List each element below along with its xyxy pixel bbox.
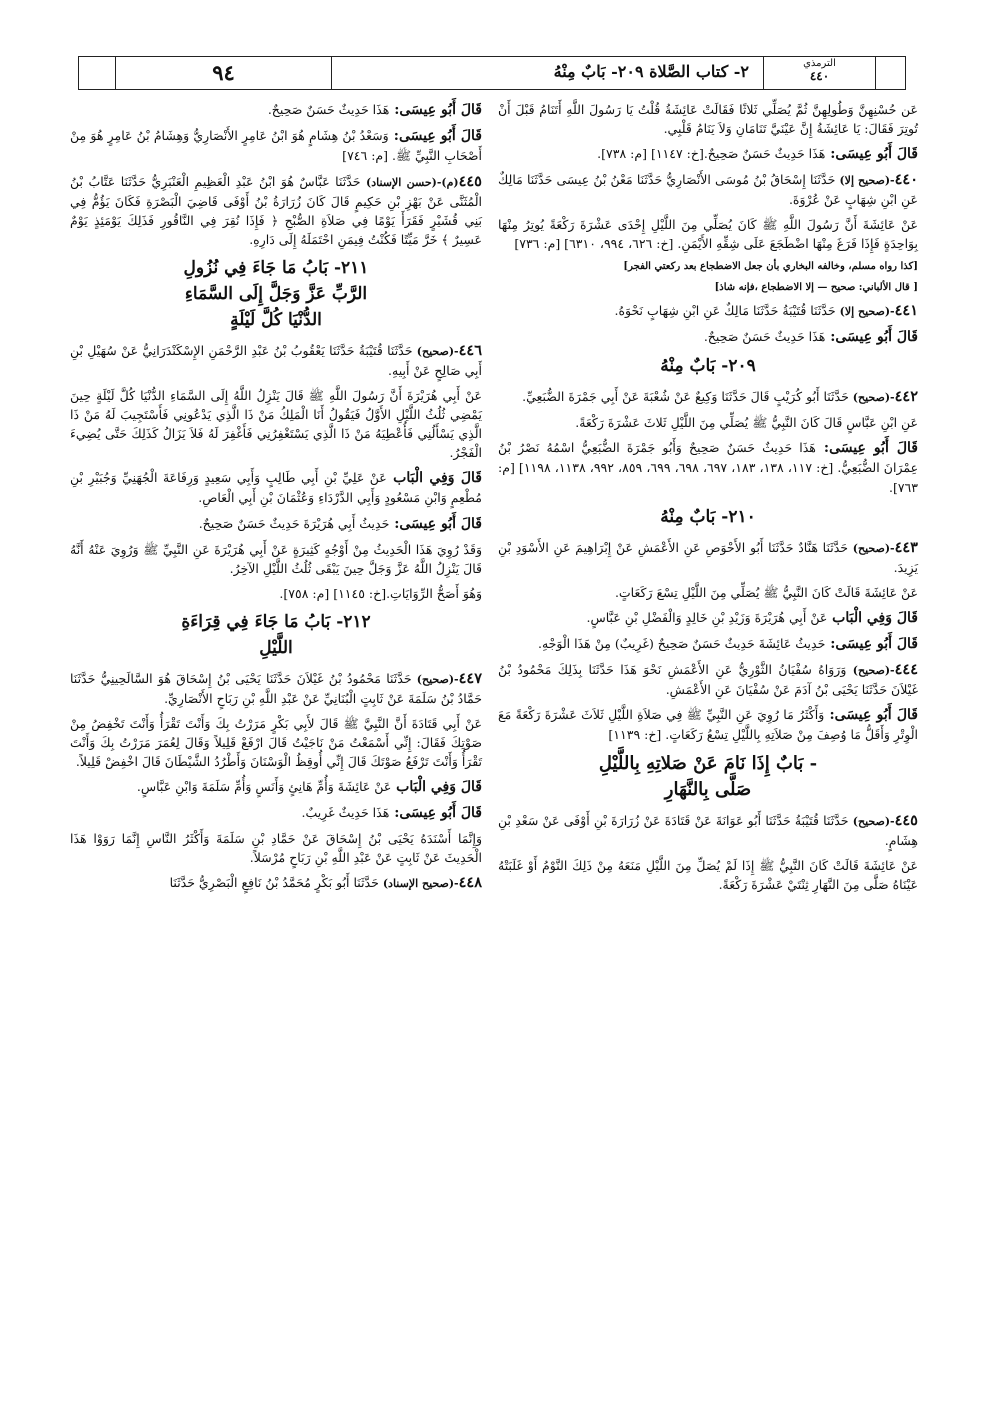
header-title-cell	[331, 57, 763, 89]
hadith-isnad: حَدَّثَنَا أَبُو كُرَيْبٍ قَالَ حَدَّثَنَا وَكِيعٌ عَنْ شُعْبَةَ عَنْ أَبِي جَمْرَةَ الضُّبَعِيِّ.	[522, 389, 849, 404]
book-label	[764, 58, 875, 84]
chapter-heading-sleep	[498, 751, 918, 803]
chapter-heading-212	[70, 609, 482, 661]
wafil-bab-text: عَنْ عَائِشَةَ وَأُمِّ هَانِئٍ وَأَنَسٍ وَأُمِّ سَلَمَةَ وَابْنِ عَبَّاسٍ.	[136, 779, 392, 794]
hadith-isnad: حَدَّثَنَا مَحْمُودُ بْنُ غَيْلاَنَ حَدَّثَنَا يَحْيَى بْنُ إِسْحَاقَ هُوَ السَّالَحِينِيُّ حَدَّثَنَا حَمَّادُ بْنُ سَلَمَةَ عَنْ ثَابِتٍ الْبُنَانِيِّ عَنْ عَبْدِ اللَّهِ بْنِ رَبَاحٍ الأَنْصَارِيِّ.	[70, 671, 482, 706]
hadith-isnad: حَدَّثَنَا قُتَيْبَةُ حَدَّثَنَا أَبُو عَوَانَةَ عَنْ قَتَادَةَ عَنْ زُرَارَةَ بْنِ أَوْفَى عَنْ سَعْدِ بْنِ هِشَامٍ.	[498, 813, 918, 848]
abu-isa-comment	[70, 126, 482, 166]
hadith-grade: -(صحيح)	[852, 815, 895, 828]
hadith-grade: -(صحيح)	[852, 542, 895, 555]
chapter-heading-line: ٢١٢- بَابُ مَا جَاءَ فِي قِرَاءَةِ	[181, 612, 371, 632]
hadith-grade: (م)-(حسن الإسناد)	[365, 176, 459, 189]
hadith-text: حَدَّثَنَا عَبَّاسٌ هُوَ ابْنُ عَبْدِ الْعَظِيمِ الْعَنْبَرِيُّ حَدَّثَنَا عَتَّابُ بْنُ الْمُثَنَّى عَنْ بَهْزِ بْنِ حَكِيمٍ قَالَ كَانَ زُرَارَةُ بْنُ أَوْفَى قَاضِيَ الْبَصْرَةِ فَكَانَ يَؤُمُّ فِي بَنِي قُشَيْرٍ فَقَرَأَ يَوْمًا فِي صَلاَةِ الصُّبْحِ ﴿ فَإِذَا نُقِرَ فِي النَّاقُورِ فَذَلِكَ يَوْمَئِذٍ يَوْمٌ عَسِيرٌ ﴾ خَرَّ مَيِّتًا فَكُنْتُ فِيمَنِ احْتَمَلَهُ إِلَى دَارِهِ.	[70, 174, 482, 247]
hadith-number: ٤٤٥	[894, 812, 918, 829]
chapter-heading-line: اللَّيْلِ	[259, 638, 293, 658]
wafil-bab-comment	[70, 777, 482, 797]
page-header	[78, 56, 906, 90]
hadith-440	[498, 170, 918, 209]
book-number: ٤٤٠	[809, 69, 830, 83]
hadith-445	[498, 811, 918, 850]
commentary-paragraph: وَهُوَ أَصَحُّ الرِّوَايَاتِ.[خ: ١١٤٥] [م: ٧٥٨].	[279, 586, 482, 601]
chapter-heading-line: ٢١١- بَابُ مَا جَاءَ فِي نُزُولِ	[183, 258, 369, 278]
abu-isa-comment	[498, 144, 918, 164]
header-book-cell	[763, 57, 875, 89]
abu-isa-comment	[498, 438, 918, 498]
abu-isa-text: هَذَا حَدِيثٌ غَرِيبٌ.	[301, 805, 390, 820]
chapter-heading-210: ٢١٠- بَابٌ مِنْهُ	[660, 507, 756, 527]
hadith-445m	[70, 172, 482, 249]
continued-text: عَن حُسْنِهِنَّ وَطُولِهِنَّ ثُمَّ يُصَلِّي ثَلاثًا فَقَالَتْ عَائِشَةُ قُلْتُ يَا رَسُولَ اللَّهِ أَتَنَامُ قَبْلَ أَنْ تُوتِرَ فَقَالَ: يَا عَائِشَةُ إِنَّ عَيْنَيَّ تَنَامَانِ وَلاَ يَنَامُ قَلْبِي.	[498, 102, 918, 136]
page-number: ٩٤	[212, 60, 235, 85]
hadith-443-matn: عَنْ عَائِشَةَ قَالَتْ كَانَ النَّبِيُّ ﷺ يُصَلِّي مِنَ اللَّيْلِ تِسْعَ رَكَعَاتٍ.	[614, 585, 918, 600]
abu-isa-comment	[70, 100, 482, 120]
hadith-grade: -(صحيح إلا)	[839, 305, 895, 318]
hadith-number: ٤٤٧	[458, 670, 482, 687]
chapter-heading-line: صَلَّى بِالنَّهَارِ	[664, 779, 752, 800]
hadith-447-matn: عَنْ أَبِي قَتَادَةَ أَنَّ النَّبِيَّ ﷺ قَالَ لأَبِي بَكْرٍ مَرَرْتُ بِكَ وَأَنْتَ تَقْرَأُ وَأَنْتَ تَخْفِضُ مِنْ صَوْتِكَ فَقَالَ: إِنِّي أَسْمَعْتُ مَنْ نَاجَيْتُ قَالَ ارْفَعْ قَلِيلاً وَقَالَ لِعُمَرَ مَرَرْتُ بِكَ وَأَنْتَ تَقْرَأُ وَأَنْتَ تَرْفَعُ صَوْتَكَ قَالَ إِنِّي أُوقِظُ الْوَسْنَانَ وَأَطْرُدُ الشَّيْطَانَ قَالَ اخْفِضْ قَلِيلاً.	[70, 716, 482, 769]
abu-isa-label: قَالَ أَبُو عِيسَى:	[830, 146, 918, 162]
abu-isa-label: قَالَ أَبُو عِيسَى:	[830, 329, 918, 345]
abu-isa-label: قَالَ أَبُو عِيسَى:	[393, 128, 482, 144]
hadith-448	[70, 873, 482, 893]
chapter-heading-211	[70, 255, 482, 333]
hadith-text: حَدَّثَنَا قُتَيْبَةُ حَدَّثَنَا مَالِكٌ عَنِ ابْنِ شِهَابٍ نَحْوَهُ.	[614, 303, 836, 318]
hadith-440-matn: عَنْ عَائِشَةَ أَنَّ رَسُولَ اللَّهِ ﷺ كَانَ يُصَلِّي مِنَ اللَّيْلِ إِحْدَى عَشْرَةَ رَكْعَةً يُوتِرُ مِنْهَا بِوَاحِدَةٍ فَإِذَا فَرَغَ مِنْهَا اضْطَجَعَ عَلَى شِقِّهِ الأَيْمَنِ. [خ: ٦٢٦، ٩٩٤، ٦٣١٠] [م: ٧٣٦]	[498, 217, 918, 251]
hadith-text: حَدَّثَنَا أَبُو بَكْرٍ مُحَمَّدُ بْنُ نَافِعٍ الْبَصْرِيُّ حَدَّثَنَا	[169, 875, 379, 890]
wafil-bab-comment	[498, 608, 918, 628]
chapter-heading-line: - بَابٌ إِذَا نَامَ عَنْ صَلاتِهِ بِاللَّيْلِ	[598, 753, 818, 774]
hadith-443	[498, 538, 918, 577]
right-column	[498, 100, 918, 900]
chapter-heading-209: ٢٠٩- بَابٌ مِنْهُ	[660, 356, 756, 376]
abu-isa-text: هَذَا حَدِيثٌ حَسَنٌ صَحِيحٌ.	[267, 102, 390, 117]
footnote-bracket: [كذا رواه مسلم، وخالفه البخاري بأن جعل الاضطجاع بعد ركعتي الفجر]	[623, 261, 918, 272]
running-title: ٢- كتاب الصَّلاة ٢٠٩- بَابٌ مِنْهُ	[553, 62, 749, 81]
abu-isa-text: هَذَا حَدِيثٌ حَسَنٌ صَحِيحٌ.	[703, 329, 826, 344]
abu-isa-label: قَالَ أَبُو عِيسَى:	[394, 102, 482, 118]
hadith-441	[498, 301, 918, 321]
hadith-442	[498, 387, 918, 407]
commentary-paragraph: وَإِنَّمَا أَسْنَدَهُ يَحْيَى بْنُ إِسْحَاقَ عَنْ حَمَّادِ بْنِ سَلَمَةَ وَأَكْثَرُ النَّاسِ إِنَّمَا رَوَوْا هَذَا الْحَدِيثَ عَنْ ثَابِتٍ عَنْ عَبْدِ اللَّهِ بْنِ رَبَاحٍ مُرْسَلاً.	[70, 831, 482, 865]
abu-isa-text: هَذَا حَدِيثٌ حَسَنٌ صَحِيحٌ وَأَبُو جَمْرَةَ الضُّبَعِيُّ اسْمُهُ نَصْرُ بْنُ عِمْرَانَ الضُّبَعِيُّ. [خ: ١١٧، ١٣٨، ١٨٣، ٦٩٧، ٦٩٨، ٦٩٩، ٨٥٩، ٩٩٢، ١١٣٨، ١١٩٨] [م: ٧٦٣].	[498, 440, 919, 495]
wafil-bab-text: عَنْ أَبِي هُرَيْرَةَ وَزَيْدِ بْنِ خَالِدٍ وَالْفَضْلِ بْنِ عَبَّاسٍ.	[586, 610, 828, 625]
abu-isa-text: هَذَا حَدِيثٌ حَسَنٌ صَحِيحٌ.[خ: ١١٤٧] [م: ٧٣٨].	[597, 146, 826, 161]
abu-isa-comment	[498, 327, 918, 347]
hadith-number: ٤٤٦	[458, 342, 482, 359]
wafil-bab-comment	[70, 468, 482, 508]
abu-isa-label: قَالَ أَبُو عِيسَى:	[829, 707, 918, 723]
hadith-444	[498, 660, 918, 699]
hadith-number: ٤٤٠	[894, 171, 918, 188]
hadith-number: ٤٤٣	[894, 539, 918, 556]
hadith-447	[70, 669, 482, 708]
header-empty-cell-right	[875, 57, 907, 89]
hadith-grade: -(صحيح)	[416, 673, 459, 686]
hadith-442-matn: عَنِ ابْنِ عَبَّاسٍ قَالَ كَانَ النَّبِيُّ ﷺ يُصَلِّي مِنَ اللَّيْلِ ثَلاثَ عَشْرَةَ رَكْعَةً.	[575, 415, 918, 430]
hadith-grade: -(صحيح إلا)	[839, 174, 895, 187]
commentary-paragraph: وَقَدْ رُوِيَ هَذَا الْحَدِيثُ مِنْ أَوْجُهٍ كَثِيرَةٍ عَنْ أَبِي هُرَيْرَةَ عَنِ النَّبِيِّ ﷺ وَرُوِيَ عَنْهُ أَنَّهُ قَالَ يَنْزِلُ اللَّهُ عَزَّ وَجَلَّ حِينَ يَبْقَى ثُلُثُ اللَّيْلِ الآخِرُ.	[70, 542, 482, 576]
hadith-isnad: حَدَّثَنَا هَنَّادٌ حَدَّثَنَا أَبُو الأَحْوَصِ عَنِ الأَعْمَشِ عَنْ إِبْرَاهِيمَ عَنِ الأَسْوَدِ بْنِ يَزِيدَ.	[498, 540, 918, 575]
hadith-446	[70, 341, 482, 380]
abu-isa-text: وَسَعْدُ بْنُ هِشَامٍ هُوَ ابْنُ عَامِرٍ الأَنْصَارِيُّ وَهِشَامُ بْنُ عَامِرٍ هُوَ مِنْ أَصْحَابِ النَّبِيِّ ﷺ. [م: ٧٤٦]	[70, 128, 482, 163]
abu-isa-comment	[498, 634, 918, 654]
abu-isa-label: قَالَ أَبُو عِيسَى:	[830, 636, 918, 652]
hadith-text: وَرَوَاهُ سُفْيَانُ الثَّوْرِيُّ عَنِ الأَعْمَشِ نَحْوَ هَذَا حَدَّثَنَا بِذَلِكَ مَحْمُودُ بْنُ غَيْلاَنَ حَدَّثَنَا يَحْيَى بْنُ آدَمَ عَنْ سُفْيَانَ عَنِ الأَعْمَشِ.	[498, 662, 918, 697]
left-column	[70, 100, 482, 899]
wafil-bab-label: قَالَ وَفِي الْبَاب	[393, 470, 482, 486]
book-name: الترمذي	[803, 58, 836, 69]
hadith-446-matn: عَنْ أَبِي هُرَيْرَةَ أَنَّ رَسُولَ اللَّهِ ﷺ قَالَ يَنْزِلُ اللَّهُ إِلَى السَّمَاءِ الدُّنْيَا كُلَّ لَيْلَةٍ حِينَ يَمْضِي ثُلُثُ اللَّيْلِ الأَوَّلُ فَيَقُولُ أَنَا الْمَلِكُ مَنْ ذَا الَّذِي يَدْعُونِي فَأَسْتَجِيبَ لَهُ مَنْ ذَا الَّذِي يَسْأَلُنِي فَأُعْطِيَهُ مَنْ ذَا الَّذِي يَسْتَغْفِرُنِي فَأَغْفِرَ لَهُ فَلاَ يَزَالُ كَذَلِكَ حَتَّى يُضِيءَ الْفَجْرُ.	[70, 388, 482, 460]
hadith-isnad: حَدَّثَنَا إِسْحَاقُ بْنُ مُوسَى الأَنْصَارِيُّ حَدَّثَنَا مَعْنُ بْنُ عِيسَى حَدَّثَنَا مَالِكٌ عَنِ ابْنِ شِهَابٍ عَنْ عُرْوَةَ.	[498, 172, 918, 207]
albani-note: [ قال الألباني: صحيح — إلا الاضطجاع ،فإنه شاذ]	[714, 282, 918, 293]
chapter-heading-line: الدُّنْيَا كُلَّ لَيْلَةٍ	[230, 310, 322, 330]
abu-isa-text: وَأَكْثَرُ مَا رُوِيَ عَنِ النَّبِيِّ ﷺ فِي صَلاَةِ اللَّيْلِ ثَلاَثَ عَشْرَةَ رَكْعَةً مَعَ الْوِتْرِ وَأَقَلُّ مَا وُصِفَ مِنْ صَلاَتِهِ بِاللَّيْلِ تِسْعُ رَكَعَاتٍ. [خ: ١١٣٩]	[498, 707, 918, 742]
hadith-grade: -(صحيح الإسناد)	[382, 877, 459, 890]
hadith-grade: -(صحيح)	[852, 664, 895, 677]
hadith-445-matn: عَنْ عَائِشَةَ قَالَتْ كَانَ النَّبِيُّ ﷺ إِذَا لَمْ يُصَلِّ مِنَ اللَّيْلِ مَنَعَهُ مِنْ ذَلِكَ النَّوْمُ أَوْ غَلَبَتْهُ عَيْنَاهُ صَلَّى مِنَ النَّهَارِ ثِنْتَيْ عَشْرَةَ رَكْعَةً.	[498, 858, 918, 892]
abu-isa-label: قَالَ أَبُو عِيسَى:	[823, 440, 918, 456]
hadith-grade: -(صحيح)	[416, 345, 459, 358]
wafil-bab-text: عَنْ عَلِيِّ بْنِ أَبِي طَالِبٍ وَأَبِي سَعِيدٍ وَرِفَاعَةَ الْجُهَنِيِّ وَجُبَيْرِ بْنِ مُطْعِمٍ وَابْنِ مَسْعُودٍ وَأَبِي الدَّرْدَاءِ وَعُثْمَانَ بْنِ أَبِي الْعَاصِ.	[70, 470, 482, 505]
hadith-number: ٤٤٥	[458, 173, 482, 190]
hadith-number: ٤٤١	[894, 302, 918, 319]
hadith-number: ٤٤٢	[894, 388, 918, 405]
wafil-bab-label: قَالَ وَفِي الْبَاب	[396, 779, 482, 795]
abu-isa-text: حَدِيثُ أَبِي هُرَيْرَةَ حَدِيثٌ حَسَنٌ صَحِيحٌ.	[198, 516, 390, 531]
abu-isa-label: قَالَ أَبُو عِيسَى:	[394, 805, 482, 821]
wafil-bab-label: قَالَ وَفِي الْبَاب	[832, 610, 918, 626]
header-empty-cell-left	[79, 57, 115, 89]
abu-isa-text: حَدِيثُ عَائِشَةَ حَدِيثٌ حَسَنٌ صَحِيحٌ (غَرِيبٌ) مِنْ هَذَا الْوَجْهِ.	[538, 636, 826, 651]
abu-isa-label: قَالَ أَبُو عِيسَى:	[394, 516, 482, 532]
abu-isa-comment	[70, 514, 482, 534]
header-page-number-cell	[115, 57, 331, 89]
hadith-isnad: حَدَّثَنَا قُتَيْبَةُ حَدَّثَنَا يَعْقُوبُ بْنُ عَبْدِ الرَّحْمَنِ الإِسْكَنْدَرَانِيُّ عَنْ سُهَيْلِ بْنِ أَبِي صَالِحٍ عَنْ أَبِيهِ.	[70, 343, 482, 378]
abu-isa-comment	[498, 705, 918, 745]
hadith-number: ٤٤٤	[894, 661, 918, 678]
hadith-grade: -(صحيح)	[852, 391, 895, 404]
hadith-number: ٤٤٨	[458, 874, 482, 891]
chapter-heading-line: الرَّبِّ عَزَّ وَجَلَّ إِلَى السَّمَاءِ	[184, 284, 368, 304]
abu-isa-comment	[70, 803, 482, 823]
